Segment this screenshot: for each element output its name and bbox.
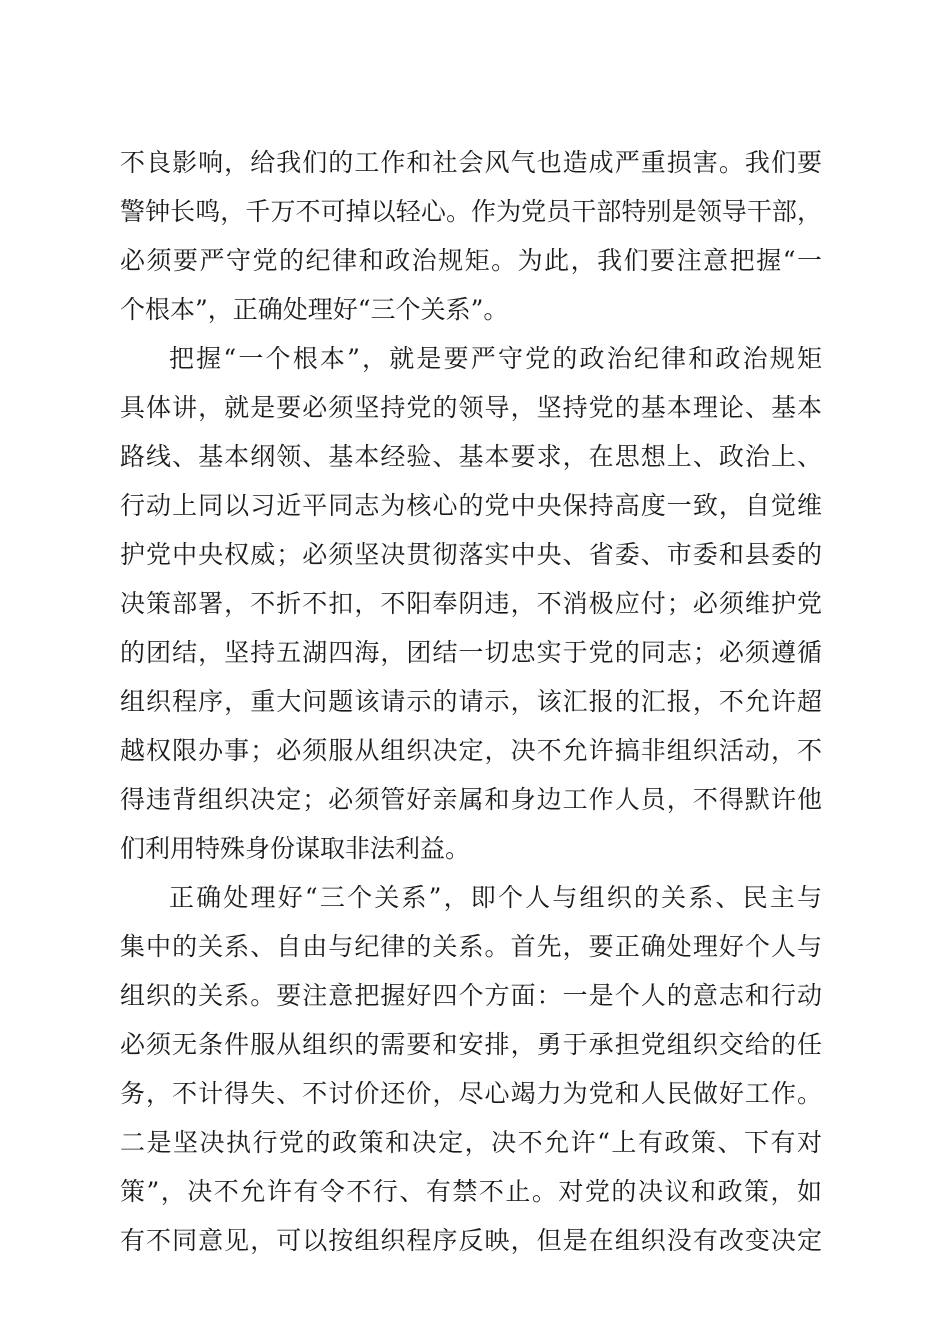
paragraph-3-line-2: 集中的关系、自由与纪律的关系。首先，要正确处理好个人与 (120, 932, 822, 961)
paragraph-2-line-4: 行动上同以习近平同志为核心的党中央保持高度一致，自觉维 (120, 491, 822, 520)
paragraph-3-line-3: 组织的关系。要注意把握好四个方面：一是个人的意志和行动 (120, 981, 822, 1010)
paragraph-2-line-11: 们利用特殊身份谋取非法利益。 (120, 834, 471, 863)
paragraph-1-line-2: 警钟长鸣，千万不可掉以轻心。作为党员干部特别是领导干部， (120, 197, 822, 226)
paragraph-2-line-3: 路线、基本纲领、基本经验、基本要求，在思想上、政治上、 (120, 442, 822, 471)
paragraph-3-line-4: 必须无条件服从组织的需要和安排，勇于承担党组织交给的任 (120, 1030, 822, 1059)
paragraph-2-line-2: 具体讲，就是要必须坚持党的领导，坚持党的基本理论、基本 (120, 393, 822, 422)
paragraph-3-line-7: 策”，决不允许有令不行、有禁不止。对党的决议和政策，如 (120, 1177, 822, 1206)
paragraph-2-line-5: 护党中央权威；必须坚决贯彻落实中央、省委、市委和县委的 (120, 540, 822, 569)
paragraph-2-line-9: 越权限办事；必须服从组织决定，决不允许搞非组织活动，不 (120, 736, 822, 765)
paragraph-3-line-5: 务，不计得失、不讨价还价，尽心竭力为党和人民做好工作。 (120, 1079, 822, 1108)
paragraph-1-line-3: 必须要严守党的纪律和政治规矩。为此，我们要注意把握“一 (120, 246, 822, 275)
paragraph-2-line-6: 决策部署，不折不扣，不阳奉阴违，不消极应付；必须维护党 (120, 589, 822, 618)
paragraph-3-line-8: 有不同意见，可以按组织程序反映，但是在组织没有改变决定 (120, 1226, 822, 1255)
paragraph-2-line-10: 得违背组织决定；必须管好亲属和身边工作人员，不得默许他 (120, 785, 822, 814)
paragraph-1-line-1: 不良影响，给我们的工作和社会风气也造成严重损害。我们要 (120, 148, 822, 177)
paragraph-3-line-6: 二是坚决执行党的政策和决定，决不允许“上有政策、下有对 (120, 1128, 822, 1157)
paragraph-2-line-8: 组织程序，重大问题该请示的请示，该汇报的汇报，不允许超 (120, 687, 822, 716)
paragraph-3-line-1: 正确处理好“三个关系”，即个人与组织的关系、民主与 (169, 883, 822, 912)
paragraph-2-line-7: 的团结，坚持五湖四海，团结一切忠实于党的同志；必须遵循 (120, 638, 822, 667)
paragraph-1-line-4: 个根本”，正确处理好“三个关系”。 (120, 295, 509, 324)
paragraph-2-line-1: 把握“一个根本”，就是要严守党的政治纪律和政治规矩 (169, 344, 822, 373)
